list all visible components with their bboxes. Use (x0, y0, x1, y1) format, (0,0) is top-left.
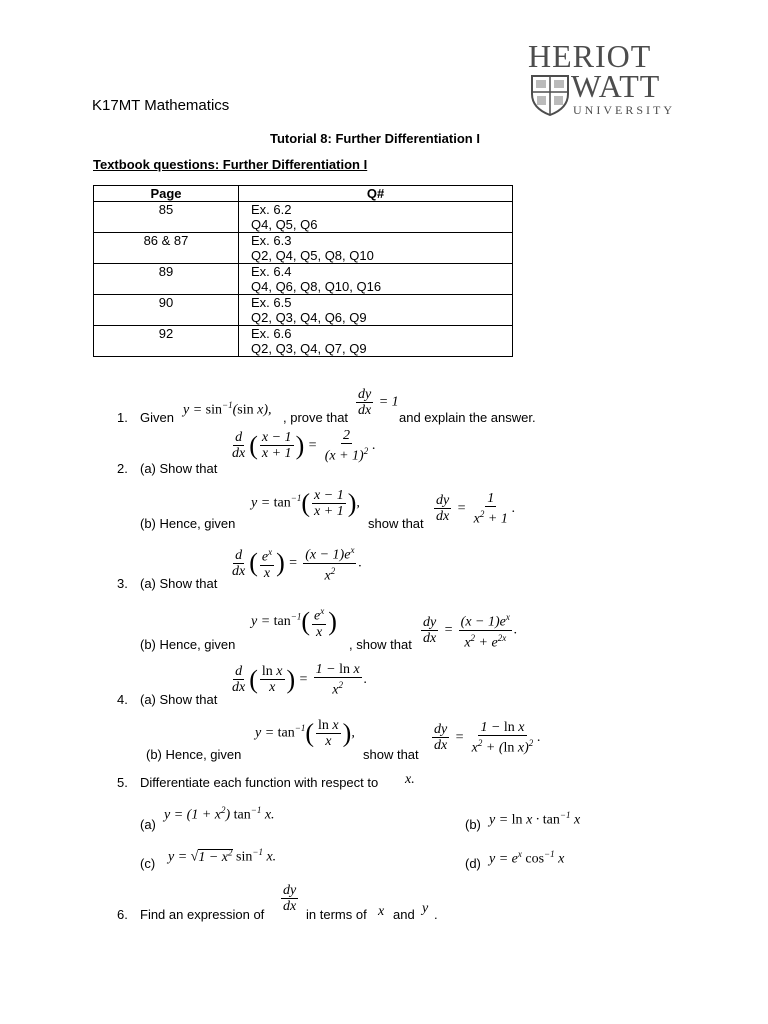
row-question-list: Q2, Q4, Q5, Q8, Q10 (251, 248, 374, 263)
q4b-label: (b) Hence, given (146, 747, 242, 762)
q3b-derivative: $\frac{dy}{dx}$ = $\frac{(x - 1)e^x}{x^2 + e^{2x}}$ . (423, 612, 518, 651)
q5b-function: $y = \ln x \cdot \tan^{-1} x$ (489, 810, 581, 828)
q3b-show: , show that (349, 637, 412, 652)
row-question-list: Q4, Q5, Q6 (251, 217, 318, 232)
q6-text: Find an expression of (140, 907, 265, 922)
row-exercise: Ex. 6.4 (251, 264, 292, 279)
q5d-function: $y = e^x$ $\cos^{-1} x$ (489, 849, 565, 867)
table-row (94, 202, 513, 233)
q5c-label: (c) (140, 856, 156, 871)
q5a-function: $y = (1 + x^2)$ $\tan^{-1} x$. (164, 805, 275, 823)
q5a-label: (a) (140, 817, 156, 832)
logo-word-heriot: HERIOT (528, 38, 652, 74)
row-exercise: Ex. 6.2 (251, 202, 292, 217)
row-page: 90 (94, 295, 239, 326)
row-question-list: Q2, Q3, Q4, Q7, Q9 (251, 341, 367, 356)
q6-number: 6. (117, 907, 128, 922)
textbook-heading: Textbook questions: Further Differentiation I (93, 157, 368, 172)
q2-number: 2. (117, 461, 128, 476)
q4-number: 4. (117, 692, 128, 707)
q1-function: $y = \sin^{-1}(\sin$ x), (183, 400, 272, 418)
q5-text: Differentiate each function with respect to (140, 775, 379, 790)
row-question-list: Q2, Q3, Q4, Q6, Q9 (251, 310, 367, 325)
q2b-show: show that (368, 516, 424, 531)
q5b-label: (b) (465, 817, 481, 832)
q2b-label: (b) Hence, given (140, 516, 236, 531)
q4a-label: (a) Show that (140, 692, 218, 707)
q3b-label: (b) Hence, given (140, 637, 236, 652)
q4a-expression: $\frac{d}{dx}$ ( $\frac{\text{ln x}}{x}$ ) = $\frac{\text{1 − ln x}}{x^2}$ . (232, 662, 368, 698)
q4b-show: show that (363, 747, 419, 762)
row-questions (239, 326, 513, 357)
q6-variable-y: y (422, 901, 429, 916)
table-row (94, 264, 513, 295)
q2b-function: $y = \tan^{-1}$( $\frac{x - 1}{x + 1}$ ), (251, 488, 360, 519)
q1-explain: and explain the answer. (399, 410, 536, 425)
q6-mid: in terms of (306, 907, 367, 922)
row-questions (239, 202, 513, 233)
q3a-label: (a) Show that (140, 576, 218, 591)
q5-variable: x. (405, 772, 415, 787)
header-questions: Q# (239, 186, 513, 202)
q3-number: 3. (117, 576, 128, 591)
q6-and: and (393, 907, 415, 922)
q3b-function: $y = \tan^{-1}$( $\frac{e^x}{x}$ ) (251, 606, 337, 640)
row-exercise: Ex. 6.3 (251, 233, 292, 248)
row-exercise: Ex. 6.5 (251, 295, 292, 310)
row-exercise: Ex. 6.6 (251, 326, 292, 341)
q2a-label: (a) Show that (140, 461, 218, 476)
table-row (94, 295, 513, 326)
q3a-expression: $\frac{d}{dx}$ ( $\frac{e^x}{x}$ ) = $\frac{(x - 1)e^x}{x^2}$ . (232, 545, 362, 584)
header-page: Page (94, 186, 239, 202)
textbook-questions-table (93, 185, 513, 357)
logo-word-university: UNIVERSITY (573, 103, 675, 117)
heriot-watt-logo (528, 40, 678, 116)
crest-icon (528, 74, 572, 116)
q1-number: 1. (117, 410, 128, 425)
q1-prove: , prove that (283, 410, 349, 425)
q2a-expression: $\frac{d}{dx}$ ( $\frac{x - 1}{x + 1}$ ) = $\frac{2}{(x + 1)^2}$ . (232, 428, 376, 464)
q1-given: Given (140, 410, 174, 425)
q6-variable-x: x (378, 904, 385, 919)
q2b-derivative: $\frac{dy}{dx}$ = $\frac{1}{x^2 + 1}$ . (436, 491, 516, 527)
q5c-function: $y = √1 - x^2$ $\sin^{-1} x$. (168, 847, 277, 865)
logo-word-watt: WATT (571, 68, 661, 104)
table-row (94, 233, 513, 264)
q5d-label: (d) (465, 856, 481, 871)
row-questions (239, 264, 513, 295)
table-row (94, 326, 513, 357)
table-header-row (94, 186, 513, 202)
q1-derivative: $\frac{dy}{dx}$ = 1 (358, 387, 399, 418)
row-page: 89 (94, 264, 239, 295)
row-page: 92 (94, 326, 239, 357)
row-page: 86 & 87 (94, 233, 239, 264)
q6-derivative: $\frac{dy}{dx}$ (283, 883, 297, 914)
row-questions (239, 233, 513, 264)
tutorial-title: Tutorial 8: Further Differentiation I (270, 131, 480, 146)
q5-number: 5. (117, 775, 128, 790)
q6-period: . (434, 907, 438, 922)
course-name: K17MT Mathematics (92, 97, 230, 114)
row-questions (239, 295, 513, 326)
q4b-function: $y = \tan^{-1}$( $\frac{\text{ln x}}{x}$ ), (255, 718, 355, 749)
row-question-list: Q4, Q6, Q8, Q10, Q16 (251, 279, 382, 294)
row-page: 85 (94, 202, 239, 233)
q4b-derivative: $\frac{dy}{dx}$ = $\frac{\text{1 − ln x}}{x^2 + (\ln x)^2}$ . (434, 720, 541, 756)
